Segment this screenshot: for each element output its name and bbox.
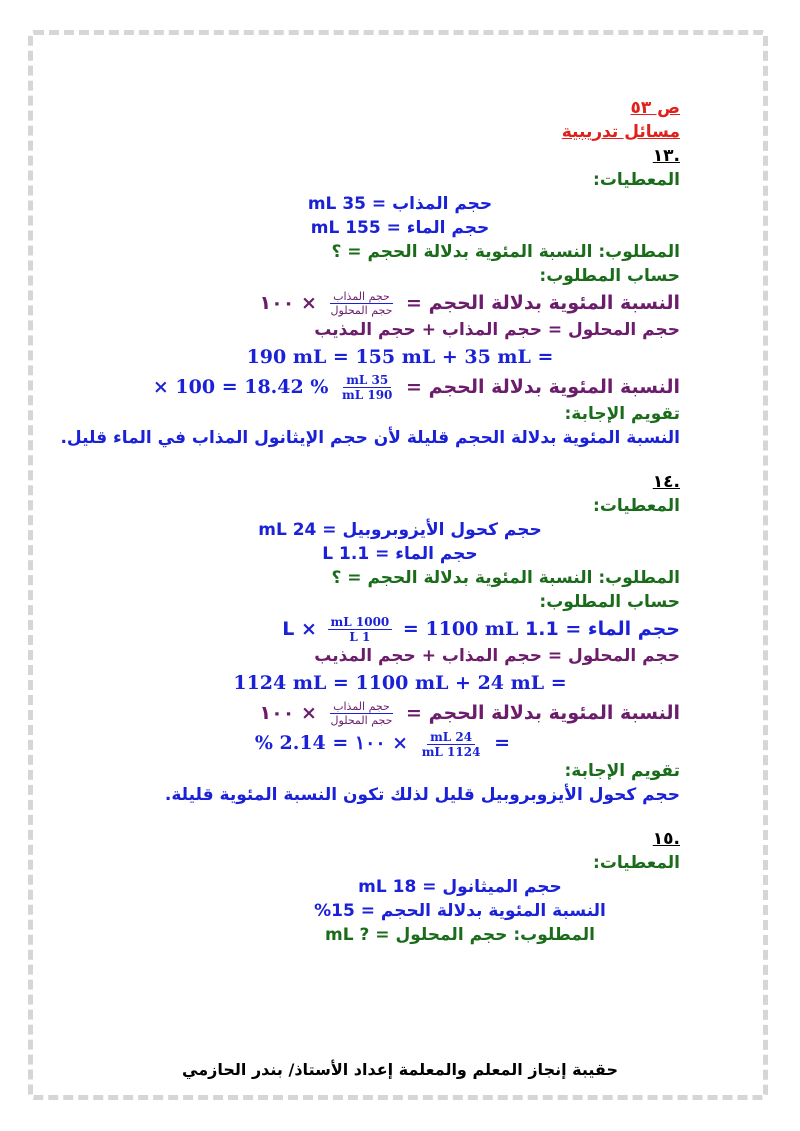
question-number-14: .١٤ <box>652 472 680 492</box>
evaluation-label: تقويم الإجابة: <box>564 404 680 424</box>
percent-formula <box>120 288 680 318</box>
solution-volume-formula: حجم المحلول = حجم المذاب + حجم المذيب <box>314 646 680 666</box>
formula-lhs: النسبة المئوية بدلالة الحجم = <box>406 292 680 314</box>
alcohol-volume: حجم كحول الأيزوبروبيل = 24 mL <box>258 520 542 540</box>
percent-formula: النسبة المئوية بدلالة الحجم = $\frac{\text{حجم المذاب}}{\text{حجم المحلول}}$ × ١٠٠ <box>259 700 680 727</box>
percent-result: النسبة المئوية بدلالة الحجم = $\frac{35 mL}{190 mL}$ × 100 = 18.42 % <box>152 373 680 402</box>
calc-label: حساب المطلوب: <box>539 592 680 612</box>
solute-volume: حجم المذاب = 35 mL <box>307 194 493 214</box>
result-fraction: $\frac{35 mL}{190 mL}$ <box>342 373 393 402</box>
required-line: المطلوب: النسبة المئوية بدلالة الحجم = ؟ <box>331 242 680 262</box>
formula-rhs: × ١٠٠ <box>259 292 317 314</box>
required-line: المطلوب: حجم المحلول = ? mL <box>325 924 595 945</box>
required-line: المطلوب: النسبة المئوية بدلالة الحجم = ؟ <box>331 568 680 588</box>
percent-result: = $\frac{24 mL}{1124 mL}$ × ١٠٠ = 2.14 % <box>254 729 510 759</box>
formula-fraction: $\frac{\text{حجم المذاب}}{\text{حجم المحلول}}$ <box>330 290 393 317</box>
water-volume: حجم الماء = 1.1 L <box>322 544 478 564</box>
water-conversion: حجم الماء = 1.1 L × $\frac{1000 mL}{1 L}$ = 1100 mL <box>282 615 680 644</box>
percent-value: النسبة المئوية بدلالة الحجم = 15% <box>314 900 606 921</box>
worksheet-content <box>60 96 680 947</box>
result-fraction: $\frac{24 mL}{1124 mL}$ <box>421 729 481 759</box>
evaluation-label: تقويم الإجابة: <box>564 760 680 781</box>
question-number-13: .١٣ <box>652 146 680 166</box>
given-label: المعطيات: <box>593 852 680 873</box>
solution-volume-value: 190 mL = 155 mL + 35 mL = <box>246 346 554 368</box>
evaluation-text: حجم كحول الأيزوبروبيل قليل لذلك تكون النسبة المئوية قليلة. <box>164 784 680 805</box>
calc-label: حساب المطلوب: <box>539 266 680 286</box>
page-label: ص ٥٣ <box>630 98 680 118</box>
conversion-fraction: $\frac{1000 mL}{1 L}$ <box>328 615 393 644</box>
given-label: المعطيات: <box>593 496 680 516</box>
given-label: المعطيات: <box>593 170 680 190</box>
evaluation-text: النسبة المئوية بدلالة الحجم قليلة لأن حجم الإيثانول المذاب في الماء قليل. <box>60 428 680 448</box>
section-title: مسائل تدريبية <box>561 122 680 142</box>
question-number-15: .١٥ <box>652 828 680 849</box>
formula-fraction: $\frac{\text{حجم المذاب}}{\text{حجم المحلول}}$ <box>330 700 393 727</box>
footer-credit: حقيبة إنجاز المعلم والمعلمة إعداد الأستاذ/ بندر الحازمي <box>182 1060 618 1079</box>
solution-volume-value: 1124 mL = 1100 mL + 24 mL = <box>233 672 567 694</box>
solution-volume-formula: حجم المحلول = حجم المذاب + حجم المذيب <box>314 320 680 340</box>
methanol-volume: حجم الميثانول = 18 mL <box>358 876 562 897</box>
water-volume: حجم الماء = 155 mL <box>310 218 490 238</box>
